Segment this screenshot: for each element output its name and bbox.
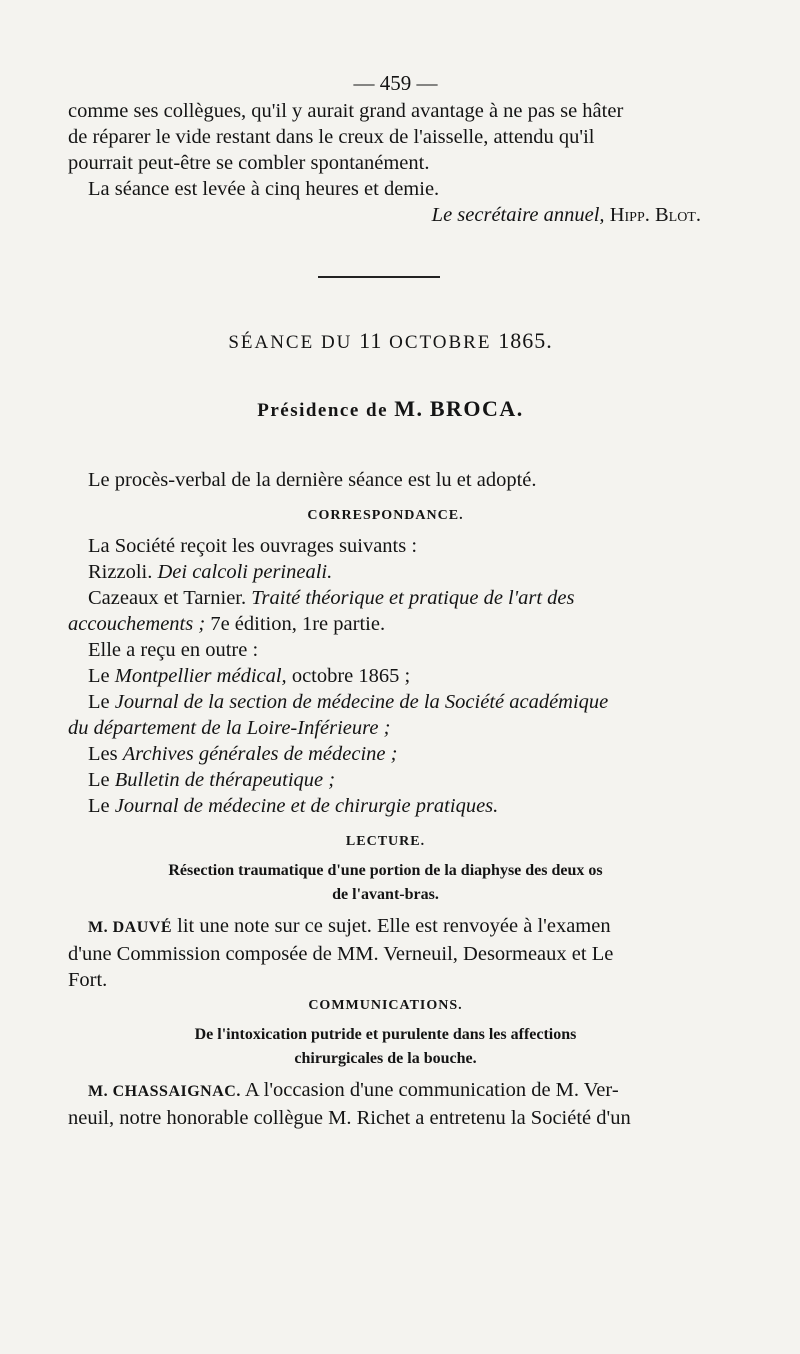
lecture-text: d'une Commission composée de MM. Verneuil, Desormeaux et Le (68, 943, 614, 965)
seance-prefix: SÉANCE DU (228, 332, 353, 353)
communications-heading: COMMUNICATIONS. (308, 998, 463, 1013)
signature-name: Hipp. Blot. (609, 204, 701, 226)
seance-month: OCTOBRE (389, 332, 492, 353)
journal-item: Le Journal de la section de médecine de la Société académique (88, 691, 609, 713)
journal-item: Le Montpellier médical, octobre 1865 ; (88, 665, 411, 687)
page-number: — 459 — (353, 71, 438, 95)
journal-item: Les Archives générales de médecine ; (88, 743, 398, 765)
work-item: Cazeaux et Tarnier. Traité théorique et pratique de l'art des (88, 587, 575, 609)
speaker-name: M. DAUVÉ (88, 919, 172, 936)
communications-subject: De l'intoxication putride et purulente dans les affections chirurgicales de la bouche. (194, 1026, 577, 1067)
communications-text: M. CHASSAIGNAC. A l'occasion d'une communication de M. Ver- (88, 1079, 619, 1101)
work-item: Rizzoli. Dei calcoli perineali. (88, 561, 333, 583)
communications-text: neuil, notre honorable collègue M. Richet a entretenu la Société d'un (68, 1107, 631, 1129)
correspondance-intro: La Société reçoit les ouvrages suivants : (88, 535, 418, 557)
lecture-text: Fort. (68, 969, 108, 991)
lecture-subject: Résection traumatique d'une portion de la diaphyse des deux os de l'avant-bras. (168, 862, 603, 903)
seance-day: 11 (359, 328, 383, 353)
signature (68, 202, 703, 228)
presidence-name: BROCA. (429, 396, 524, 421)
proces-verbal-line: Le procès-verbal de la dernière séance est lu et adopté. (88, 469, 537, 491)
paragraph-line: pourrait peut-être se combler spontanément. (68, 152, 430, 174)
journal-item: Le Bulletin de thérapeutique ; (88, 769, 336, 791)
presidence-heading (68, 396, 703, 424)
journal-item-cont: du département de la Loire-Inférieure ; (68, 717, 391, 739)
journal-item: Le Journal de médecine et de chirurgie pratiques. (88, 795, 499, 817)
presidence-label: Présidence de (257, 400, 389, 421)
lecture-heading: LECTURE. (345, 834, 426, 849)
lecture-text: M. DAUVÉ lit une note sur ce sujet. Elle est renvoyée à l'examen (88, 915, 611, 937)
seance-heading (68, 328, 703, 356)
closing-line: La séance est levée à cinq heures et demie. (88, 178, 440, 200)
paragraph-line: de réparer le vide restant dans le creux de l'aisselle, attendu qu'il (68, 126, 595, 148)
paragraph-line: comme ses collègues, qu'il y aurait grand avantage à ne pas se hâter (68, 100, 624, 122)
also-received-line: Elle a reçu en outre : (88, 639, 259, 661)
signature-title: Le secrétaire annuel, (431, 204, 605, 226)
speaker-name: M. CHASSAIGNAC. (88, 1083, 241, 1100)
seance-year: 1865. (498, 328, 553, 353)
presidence-m: M. (394, 396, 424, 421)
work-item-cont: accouchements ; 7e édition, 1re partie. (68, 613, 386, 635)
correspondance-heading: CORRESPONDANCE. (307, 508, 464, 523)
section-divider (318, 276, 440, 278)
